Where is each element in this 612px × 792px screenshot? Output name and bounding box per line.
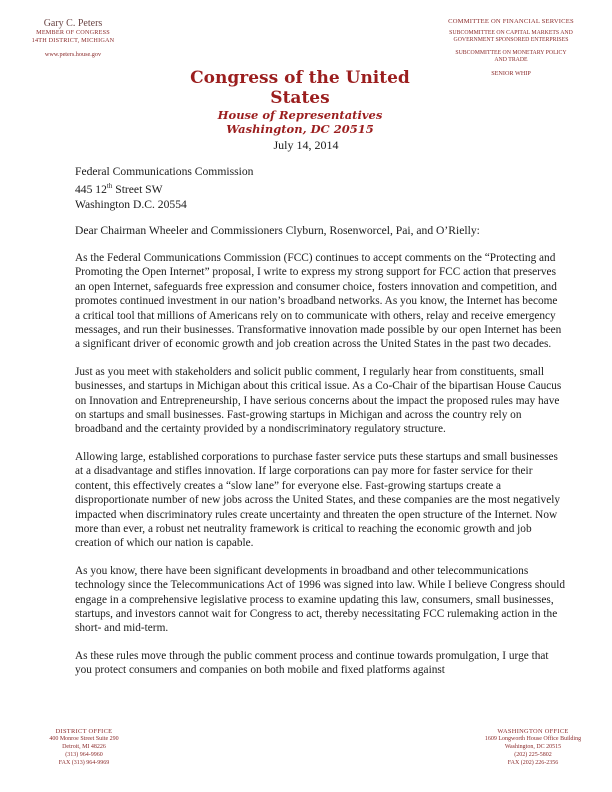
body-paragraph-1: As the Federal Communications Commission (FCC) continues to accept comments on the “Protecting and Promoting the Open Internet” proposal, I write to express my strong support for FCC action that preserves an open Internet, safeguards free expression and consumer choice, fosters innovation and competition, and promotes continued investment in our nation’s broadband networks. As you know, the Internet has become a critical tool that millions of Americans rely on to communicate with others, relay and receive emergency messages, and run their businesses. Transformative innovation made possible by our open Internet has been a significant driver of economic growth and job creation across the United States in the past two decades. <box>75 252 562 351</box>
washington-office-fax: FAX (202) 226-2356 <box>507 760 559 766</box>
subcommittee-capital-markets <box>426 30 596 44</box>
district-office-phone: (313) 964-9960 <box>65 752 103 758</box>
subcommittee-capital-markets-line1: SUBCOMMITTEE ON CAPITAL MARKETS AND <box>449 30 573 36</box>
body-paragraph-2: Just as you meet with stakeholders and solicit public comment, I regularly hear from constituents, small businesses, and startups in Michigan about this critical issue. As a Co-Chair of the bipartisan House Caucus on Innovation and Entrepreneurship, I have serious concerns about the impact the proposed rules may have on startups and small businesses. Fast-growing startups in Michigan and across the country rely on broadband and the certainty provided by a nondiscriminatory regulatory structure. <box>75 365 562 436</box>
washington-office-building: 1609 Longworth House Office Building <box>484 736 582 742</box>
body-paragraph-5: As these rules move through the public comment process and continue towards promulgation, I urge that you protect consumers and companies on both mobile and fixed platforms against <box>75 649 549 677</box>
district-office-city: Detroit, MI 48226 <box>62 744 106 750</box>
footer-washington-office <box>468 728 598 767</box>
letter-body <box>75 251 565 691</box>
washington-office-phone: (202) 225-5802 <box>514 752 552 758</box>
member-role: SENIOR WHIP <box>491 70 531 77</box>
house-city: Washington, DC 20515 <box>226 122 374 136</box>
congress-title: Congress of the United States <box>190 68 410 108</box>
recipient-street-rest: Street SW <box>112 182 163 196</box>
letter-date: July 14, 2014 <box>273 138 339 152</box>
committee-name: COMMITTEE ON FINANCIAL SERVICES <box>448 18 574 25</box>
house-title: House of Representatives <box>217 108 383 122</box>
subcommittee-monetary-policy-line1: SUBCOMMITTEE ON MONETARY POLICY <box>455 50 567 56</box>
body-paragraph-3: Allowing large, established corporations to purchase faster service puts these startups and small businesses at a disadvantage and stifles innovation. If large corporations can pay more for faster service for their content, this effectively creates a “slow lane” for everyone else. Fast-growing startups create a disproportionate number of new jobs across the United States, and these companies are the most negatively impacted when discriminatory rules create uncertainty and threaten the open structure of the Internet. Now more than ever, a robust net neutrality framework is critical to reaching the economic growth and job creation of which our nation is capable. <box>75 450 561 550</box>
member-title: MEMBER OF CONGRESS <box>36 29 110 36</box>
member-district: 14TH DISTRICT, MICHIGAN <box>31 37 115 44</box>
washington-office-heading: WASHINGTON OFFICE <box>497 728 569 735</box>
subcommittee-capital-markets-line2: GOVERNMENT SPONSORED ENTERPRISES <box>453 37 569 43</box>
district-office-heading: DISTRICT OFFICE <box>55 728 113 735</box>
body-paragraph-4: As you know, there have been significant developments in broadband and other telecommunications technology since the Telecommunications Act of 1996 was signed into law. While I believe Congress should engage in a comprehensive legislative process to examine updating this law, consumers, small businesses, startups, and investors cannot wait for Congress to act, thereby necessitating FCC rulemaking action in the short- and mid-term. <box>75 564 566 635</box>
recipient-address <box>75 164 253 212</box>
letterhead-committee-block <box>426 18 596 77</box>
recipient-city: Washington D.C. 20554 <box>75 197 187 211</box>
district-office-street: 400 Monroe Street Suite 290 <box>49 736 119 742</box>
washington-office-city: Washington, DC 20515 <box>504 744 562 750</box>
subcommittee-monetary-policy-line2: AND TRADE <box>494 57 528 63</box>
subcommittee-monetary-policy <box>426 50 596 64</box>
recipient-street <box>75 179 253 197</box>
member-name: Gary C. Peters <box>43 18 103 29</box>
footer-district-office <box>34 728 134 767</box>
recipient-street-sup: th <box>106 182 113 190</box>
member-website: www.peters.house.gov <box>44 51 102 58</box>
letterhead-member-block <box>18 18 128 58</box>
salutation: Dear Chairman Wheeler and Commissioners Clyburn, Rosenworcel, Pai, and O’Rielly: <box>75 224 480 237</box>
letterhead-congress-block <box>170 68 430 136</box>
recipient-org: Federal Communications Commission <box>75 165 254 178</box>
recipient-street-num: 445 12 <box>75 182 107 196</box>
district-office-fax: FAX (313) 964-9969 <box>58 760 110 766</box>
